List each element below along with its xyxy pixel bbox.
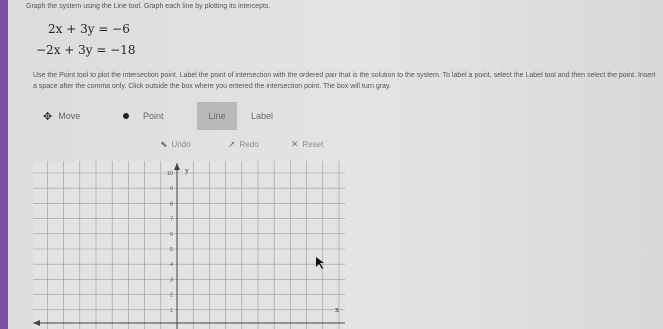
- y-tick-label: 4: [169, 262, 173, 269]
- move-tool-label: Move: [58, 111, 81, 121]
- reset-button[interactable]: [291, 139, 323, 150]
- y-tick-label: 5: [169, 247, 173, 253]
- y-tick-label: 10: [166, 171, 173, 177]
- x-axis-label: x: [335, 306, 339, 314]
- redo-button[interactable]: [228, 139, 259, 150]
- line-tool-button[interactable]: [197, 102, 237, 130]
- y-tick-label: 8: [169, 201, 173, 208]
- mouse-cursor-icon: [315, 256, 327, 270]
- left-accent-bar: [0, 0, 8, 329]
- point-dot-icon: [123, 113, 129, 119]
- y-tick-label: 1: [169, 307, 173, 314]
- undo-button[interactable]: [160, 139, 191, 150]
- point-tool-button[interactable]: [117, 102, 197, 130]
- y-tick-label: 6: [169, 231, 173, 238]
- redo-label: Redo: [239, 140, 259, 149]
- y-axis-label: y: [185, 167, 189, 175]
- move-tool-button[interactable]: [33, 102, 117, 130]
- graph-toolbar: [33, 102, 287, 130]
- point-tool-label: Point: [143, 111, 164, 121]
- label-tool-label: Label: [250, 111, 274, 121]
- coordinate-grid[interactable]: [33, 161, 345, 329]
- directions-paragraph: Use the Point tool to plot the intersection point. Label the point of intersection with the ordered pair that is the solution to the system. To label a point, select the Label tool and then select the point. Insert a space after the comma only. Click outside the box where you entered the intersection point. The box will turn gray.: [33, 72, 656, 90]
- redo-arrow-icon: ➚: [228, 139, 236, 149]
- label-tool-button[interactable]: [237, 102, 287, 130]
- equation-1: 2x + 3y = −6: [48, 22, 130, 36]
- undo-label: Undo: [171, 140, 191, 149]
- line-tool-label: Line: [208, 111, 226, 121]
- undo-arrow-icon: ⬉: [160, 139, 168, 149]
- equation-2: −2x + 3y = −18: [36, 43, 136, 57]
- y-tick-label: 2: [169, 292, 173, 299]
- close-x-icon: ✕: [291, 139, 299, 149]
- y-tick-label: 7: [169, 216, 173, 223]
- move-icon: ✥: [43, 110, 53, 123]
- reset-label: Reset: [302, 140, 324, 149]
- y-tick-label: 3: [169, 277, 173, 284]
- instruction-text: Graph the system using the Line tool. Graph each line by plotting its intercepts.: [26, 3, 271, 10]
- y-tick-label: 9: [169, 186, 173, 193]
